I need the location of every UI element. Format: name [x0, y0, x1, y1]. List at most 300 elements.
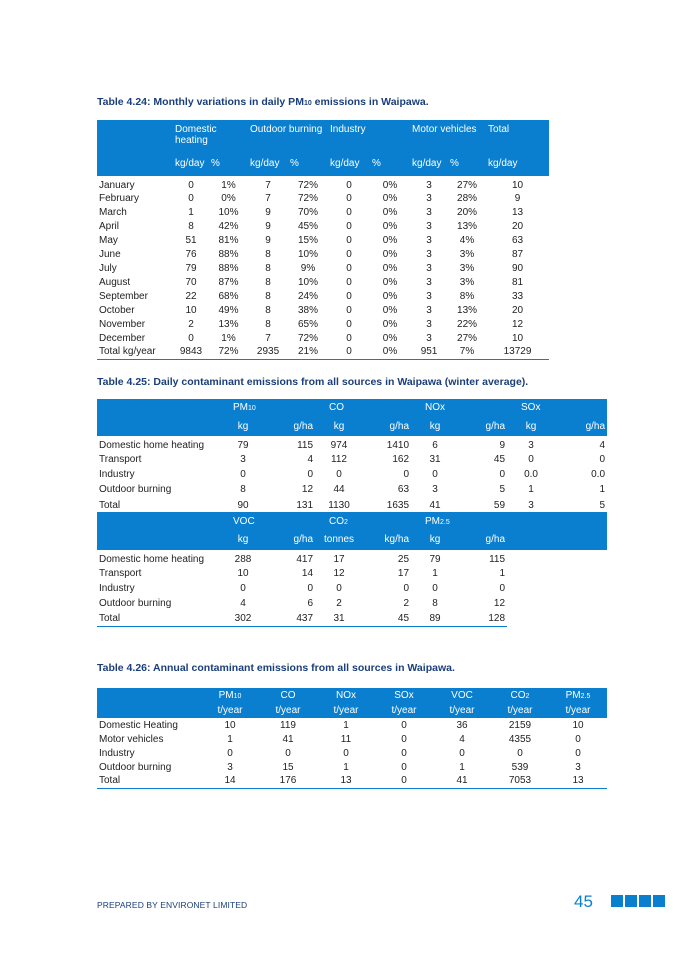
table-cell: 1 [343, 761, 349, 773]
table-cell: 87 [511, 248, 524, 260]
table-cell: 539 [511, 761, 529, 773]
table-cell: 51 [185, 234, 197, 246]
table-row [97, 191, 549, 205]
table-cell: 3 [426, 192, 432, 204]
table-cell: 41 [411, 498, 459, 513]
table-cell: 63 [511, 234, 524, 246]
table-cell: 0 [403, 582, 410, 594]
table-cell: 0% [382, 206, 398, 218]
table-cell: 2935 [248, 345, 288, 359]
table-cell: 4 [240, 598, 246, 610]
table-row [97, 565, 607, 580]
t3-header-co: CO [259, 688, 317, 703]
table-4-25-caption: Table 4.25: Daily contaminant emissions from all sources in Waipawa (winter average). [97, 376, 529, 388]
table-row [97, 732, 607, 746]
table-cell: 1 [459, 761, 465, 773]
table-cell: 162 [392, 453, 410, 465]
table-cell: 12 [333, 567, 345, 579]
table-row [97, 482, 607, 497]
table-cell: 1 [528, 484, 534, 496]
t2b-unit-empty [507, 530, 607, 550]
t2b-header-blank [97, 513, 219, 530]
table-cell: 11 [340, 733, 352, 745]
table-cell: 17 [397, 567, 410, 579]
row-label: November [99, 318, 146, 330]
table-cell: 81 [511, 276, 524, 288]
table-cell: 0% [382, 180, 398, 191]
table-cell: 0 [188, 192, 194, 204]
table-cell: 76 [185, 248, 197, 260]
table-cell: 302 [219, 612, 267, 627]
footer-prepared-by: PREPARED BY ENVIRONET LIMITED [97, 900, 248, 910]
t2a-unit: kg [315, 416, 363, 436]
t1-header-domestic: Domestic heating [173, 120, 248, 150]
table-cell: 8% [459, 290, 475, 302]
t2a-unit: kg [411, 416, 459, 436]
table-cell: 72% [298, 332, 319, 344]
table-cell: 0 [499, 468, 506, 480]
t1-unit: kg/day [173, 150, 209, 176]
table-cell: 15% [298, 234, 319, 246]
table-cell: 0 [307, 468, 314, 480]
t3-header-co2: CO2 [491, 688, 549, 703]
table-cell: 3 [426, 234, 432, 246]
table-cell: 72% [298, 192, 319, 204]
table-cell: 3 [575, 761, 581, 773]
table-cell: 7 [265, 192, 271, 204]
table-row [97, 718, 607, 732]
table-4-26 [97, 688, 607, 789]
table-cell: 3% [459, 276, 475, 288]
table-cell: 59 [459, 498, 507, 513]
table-cell: 10% [298, 276, 319, 288]
table-cell: 8 [265, 304, 271, 316]
table-cell: 3 [426, 318, 432, 330]
table-cell: 115 [297, 439, 314, 451]
table-cell: 44 [333, 484, 345, 496]
table-cell: 9 [265, 206, 271, 218]
t3-header-pm10: PM10 [201, 688, 259, 703]
table-cell: 70 [185, 276, 197, 288]
table-cell: 10 [511, 332, 524, 344]
t1-unit-blank [97, 150, 173, 176]
table-cell: 2 [403, 598, 410, 610]
t1-header-blank [97, 120, 173, 150]
table-cell: 0 [375, 774, 433, 788]
table-cell: 38% [298, 304, 319, 316]
table-row [97, 581, 607, 596]
table-cell: 27% [457, 332, 478, 344]
table-cell: 13 [511, 206, 524, 218]
table-cell: 0 [346, 276, 352, 288]
table-cell: 3 [426, 180, 432, 191]
table-cell: 31 [429, 453, 441, 465]
t3-header-sox: SOx [375, 688, 433, 703]
table-cell: 0% [382, 290, 398, 302]
t2a-header-blank [97, 399, 219, 416]
table-cell: 417 [296, 553, 314, 565]
table-4-24-caption: Table 4.24: Monthly variations in daily PM10 emissions in Waipawa. [97, 96, 429, 108]
t2b-header-voc: VOC [219, 513, 315, 530]
table-cell: 88% [218, 248, 239, 260]
table-cell: 41 [282, 733, 294, 745]
footer-square-icon [639, 895, 651, 907]
t2a-unit: g/ha [555, 416, 607, 436]
table-row [97, 774, 607, 788]
table-cell: 3 [507, 498, 555, 513]
t1-unit: % [288, 150, 328, 176]
table-cell: 10% [298, 248, 319, 260]
t3-header-voc: VOC [433, 688, 491, 703]
table-cell: 20 [511, 304, 524, 316]
t2b-header-empty [507, 513, 607, 530]
table-cell: 0 [575, 733, 581, 745]
row-label: January [99, 180, 135, 191]
table-cell: 13 [549, 774, 607, 788]
table-cell: 3 [426, 262, 432, 274]
table-4-25 [97, 399, 607, 627]
table-cell: 4 [599, 439, 606, 451]
table-cell: 0% [382, 234, 398, 246]
row-label: September [99, 290, 148, 302]
table-cell: 13% [218, 318, 239, 330]
table-cell: 49% [218, 304, 239, 316]
table-cell: 1 [343, 719, 349, 731]
table-cell: 0 [307, 582, 314, 594]
row-label: June [99, 248, 121, 260]
table-cell: 9843 [173, 345, 209, 359]
table-4-24 [97, 120, 549, 360]
table-cell: 1% [221, 180, 236, 191]
table-row [97, 205, 549, 219]
table-row [97, 746, 607, 760]
table-cell: 20% [457, 206, 478, 218]
table-row [97, 612, 607, 627]
table-cell: 14 [201, 774, 259, 788]
t2a-header-pm10: PM10 [219, 399, 315, 416]
table-cell: 1635 [363, 498, 411, 513]
table-cell: 0 [285, 747, 291, 759]
table-cell: 112 [331, 453, 347, 465]
table-cell: 14 [301, 567, 314, 579]
table-cell: 0 [346, 234, 352, 246]
table-cell: 10 [237, 567, 249, 579]
table-row [97, 331, 549, 345]
table-cell: 10% [218, 206, 239, 218]
table-cell: 0% [382, 248, 398, 260]
table-cell: 45% [298, 220, 319, 232]
t1-unit: kg/day [248, 150, 288, 176]
table-cell: 0 [517, 747, 523, 759]
table-cell: 1410 [386, 439, 410, 451]
table-cell: 0 [575, 747, 581, 759]
row-label: Transport [99, 453, 142, 465]
table-cell: 974 [330, 439, 348, 451]
table-cell: 0.0 [524, 468, 538, 480]
table-cell: 131 [267, 498, 315, 513]
table-cell: 3 [426, 290, 432, 302]
t2b-header-co2: CO2 [315, 513, 411, 530]
table-cell: 0% [221, 192, 236, 204]
t2a-header-co: CO [315, 399, 411, 416]
t1-unit: % [370, 150, 410, 176]
table-cell: 88% [218, 262, 239, 274]
table-cell: 36 [456, 719, 468, 731]
t2a-header-sox: SOx [507, 399, 607, 416]
row-label: Outdoor burning [99, 484, 172, 496]
table-cell: 79 [429, 553, 441, 565]
table-cell: 15 [282, 761, 294, 773]
table-cell: 0 [328, 345, 370, 359]
table-cell: 3% [459, 262, 475, 274]
table-cell: 27% [457, 180, 478, 191]
table-cell: 0 [343, 747, 349, 759]
table-cell: 6 [307, 598, 314, 610]
t3-unit: t/year [433, 703, 491, 718]
table-cell: 0% [382, 192, 398, 204]
table-cell: 5 [499, 484, 506, 496]
table-cell: 2 [336, 598, 342, 610]
table-cell: 951 [410, 345, 448, 359]
table-cell: 0 [346, 206, 352, 218]
table-row [97, 176, 549, 191]
t3-unit: t/year [201, 703, 259, 718]
table-cell: 0% [382, 332, 398, 344]
table-cell: 6 [432, 439, 438, 451]
table-cell: 0 [432, 582, 438, 594]
t3-header-nox: NOx [317, 688, 375, 703]
table-row [97, 760, 607, 774]
table-cell: 0 [188, 332, 194, 344]
table-cell: 0 [346, 304, 352, 316]
t1-unit: kg/day [410, 150, 448, 176]
table-cell: 31 [315, 612, 363, 627]
table-cell: 42% [218, 220, 239, 232]
table-cell: 9% [300, 262, 316, 274]
table-cell: 33 [511, 290, 524, 302]
t2a-header-nox: NOx [411, 399, 507, 416]
row-label: Transport [99, 567, 142, 579]
t3-unit: t/year [491, 703, 549, 718]
table-row [97, 261, 549, 275]
table-cell: 90 [511, 262, 524, 274]
table-cell: 0 [346, 180, 352, 191]
row-label: Industry [99, 468, 135, 480]
table-cell: 115 [489, 553, 506, 565]
t2b-unit: kg [411, 530, 459, 550]
t2b-unit: kg [219, 530, 267, 550]
page-number: 45 [574, 892, 593, 911]
t2b-header-pm25: PM2.5 [411, 513, 507, 530]
table-cell: 1 [499, 567, 506, 579]
row-label: October [99, 304, 135, 316]
table-4-26-caption: Table 4.26: Annual contaminant emissions from all sources in Waipawa. [97, 662, 455, 674]
table-cell: 5 [555, 498, 607, 513]
table-cell: 0 [346, 332, 352, 344]
row-label: Domestic Heating [99, 719, 178, 731]
table-cell: 0 [227, 747, 233, 759]
t3-unit: t/year [549, 703, 607, 718]
table-cell: 12 [301, 484, 314, 496]
table-cell: 4 [307, 453, 314, 465]
table-cell: 0 [346, 248, 352, 260]
table-cell: 0 [432, 468, 438, 480]
table-cell: 65% [298, 318, 319, 330]
table-cell: 3 [426, 220, 432, 232]
table-cell: 81% [218, 234, 239, 246]
table-cell: 0 [599, 453, 606, 465]
table-row [97, 275, 549, 289]
t2a-unit: kg [507, 416, 555, 436]
table-cell: 4355 [508, 733, 532, 745]
table-cell: 13 [317, 774, 375, 788]
table-cell: 90 [219, 498, 267, 513]
table-cell: 25 [397, 553, 410, 565]
table-row [97, 289, 549, 303]
table-cell: 0 [188, 180, 194, 191]
t2b-unit-blank [97, 530, 219, 550]
t3-header-pm25: PM2.5 [549, 688, 607, 703]
table-row [97, 317, 549, 331]
table-row [97, 219, 549, 233]
t1-unit: % [209, 150, 248, 176]
row-label: February [99, 192, 140, 204]
table-cell: 9 [499, 439, 506, 451]
footer-square-icon [653, 895, 665, 907]
table-cell: 3 [432, 484, 438, 496]
table-cell: 3 [426, 248, 432, 260]
table-cell: 41 [433, 774, 491, 788]
table-cell: 1 [432, 567, 438, 579]
table-cell: 0 [346, 220, 352, 232]
table-cell: 17 [333, 553, 345, 565]
t2a-unit-blank [97, 416, 219, 436]
table-cell: 4% [459, 234, 475, 246]
table-cell: 0% [382, 276, 398, 288]
t1-unit: % [448, 150, 486, 176]
t2b-unit: g/ha [267, 530, 315, 550]
table-cell: 9 [265, 220, 271, 232]
t3-unit-blank [97, 703, 201, 718]
footer-square-icon [625, 895, 637, 907]
row-label: Total kg/year [97, 345, 173, 359]
table-cell: 3 [426, 276, 432, 288]
table-cell: 1 [599, 484, 606, 496]
table-cell: 45 [493, 453, 506, 465]
table-cell: 0% [382, 262, 398, 274]
row-label: Industry [99, 582, 135, 594]
table-cell: 0% [382, 220, 398, 232]
table-row [97, 596, 607, 611]
table-cell: 8 [432, 598, 438, 610]
table-row [97, 247, 549, 261]
table-cell: 7 [265, 332, 271, 344]
t1-header-total: Total [486, 120, 549, 150]
table-cell: 89 [411, 612, 459, 627]
row-label: Motor vehicles [99, 733, 164, 745]
table-cell: 45 [363, 612, 411, 627]
table-cell: 3 [426, 206, 432, 218]
table-cell: 8 [265, 290, 271, 302]
t3-header-blank [97, 688, 201, 703]
t2a-unit: g/ha [267, 416, 315, 436]
table-cell: 7% [448, 345, 486, 359]
row-label: Domestic home heating [99, 553, 205, 565]
table-row [97, 436, 607, 451]
table-cell: 28% [457, 192, 478, 204]
table-cell: 4 [459, 733, 465, 745]
row-label: May [99, 234, 118, 246]
table-cell: 0 [401, 761, 407, 773]
row-label: Industry [99, 747, 135, 759]
table-cell: 8 [265, 248, 271, 260]
table-cell: 72% [209, 345, 248, 359]
table-cell: 1 [188, 206, 194, 218]
table-cell: 70% [298, 206, 319, 218]
t2b-unit: tonnes [315, 530, 363, 550]
table-cell: 8 [188, 220, 194, 232]
table-cell: 7 [265, 180, 271, 191]
table-cell: 437 [267, 612, 315, 627]
footer-square-icon [611, 895, 623, 907]
table-cell: 72% [298, 180, 319, 191]
table-cell: 0 [528, 453, 534, 465]
table-cell: 3 [240, 453, 246, 465]
table-cell: 8 [240, 484, 246, 496]
t2a-unit: g/ha [363, 416, 411, 436]
table-cell: 10 [185, 304, 197, 316]
table-cell: 12 [493, 598, 506, 610]
t3-unit: t/year [259, 703, 317, 718]
t3-unit: t/year [375, 703, 433, 718]
t1-header-motor: Motor vehicles [410, 120, 486, 150]
table-cell: 13729 [486, 345, 549, 359]
row-label: March [99, 206, 127, 218]
table-row [97, 550, 607, 565]
table-cell: 8 [265, 318, 271, 330]
table-cell: 0 [403, 468, 410, 480]
table-cell: 1130 [315, 498, 363, 513]
row-label: Outdoor burning [99, 761, 172, 773]
t1-header-industry: Industry [328, 120, 410, 150]
table-cell: 22% [457, 318, 478, 330]
table-cell: 13% [457, 304, 478, 316]
table-cell: 0 [401, 733, 407, 745]
row-label: Total [97, 612, 219, 627]
t2b-unit: kg/ha [363, 530, 411, 550]
table-cell: 0 [346, 262, 352, 274]
table-cell: 21% [288, 345, 328, 359]
row-label: Domestic home heating [99, 439, 205, 451]
table-cell: 68% [218, 290, 239, 302]
table-row [97, 233, 549, 247]
table-cell: 8 [265, 276, 271, 288]
table-cell: 0 [336, 468, 342, 480]
t2b-unit: g/ha [459, 530, 507, 550]
table-cell: 3 [227, 761, 233, 773]
table-row [97, 498, 607, 513]
table-cell: 10 [511, 180, 524, 191]
table-cell: 22 [185, 290, 197, 302]
table-cell: 10 [572, 719, 584, 731]
table-cell: 8 [265, 262, 271, 274]
table-cell: 63 [397, 484, 410, 496]
table-cell: 0 [401, 747, 407, 759]
table-row [97, 345, 549, 359]
table-cell: 20 [511, 220, 524, 232]
row-label: April [99, 220, 120, 232]
table-cell: 0% [382, 304, 398, 316]
